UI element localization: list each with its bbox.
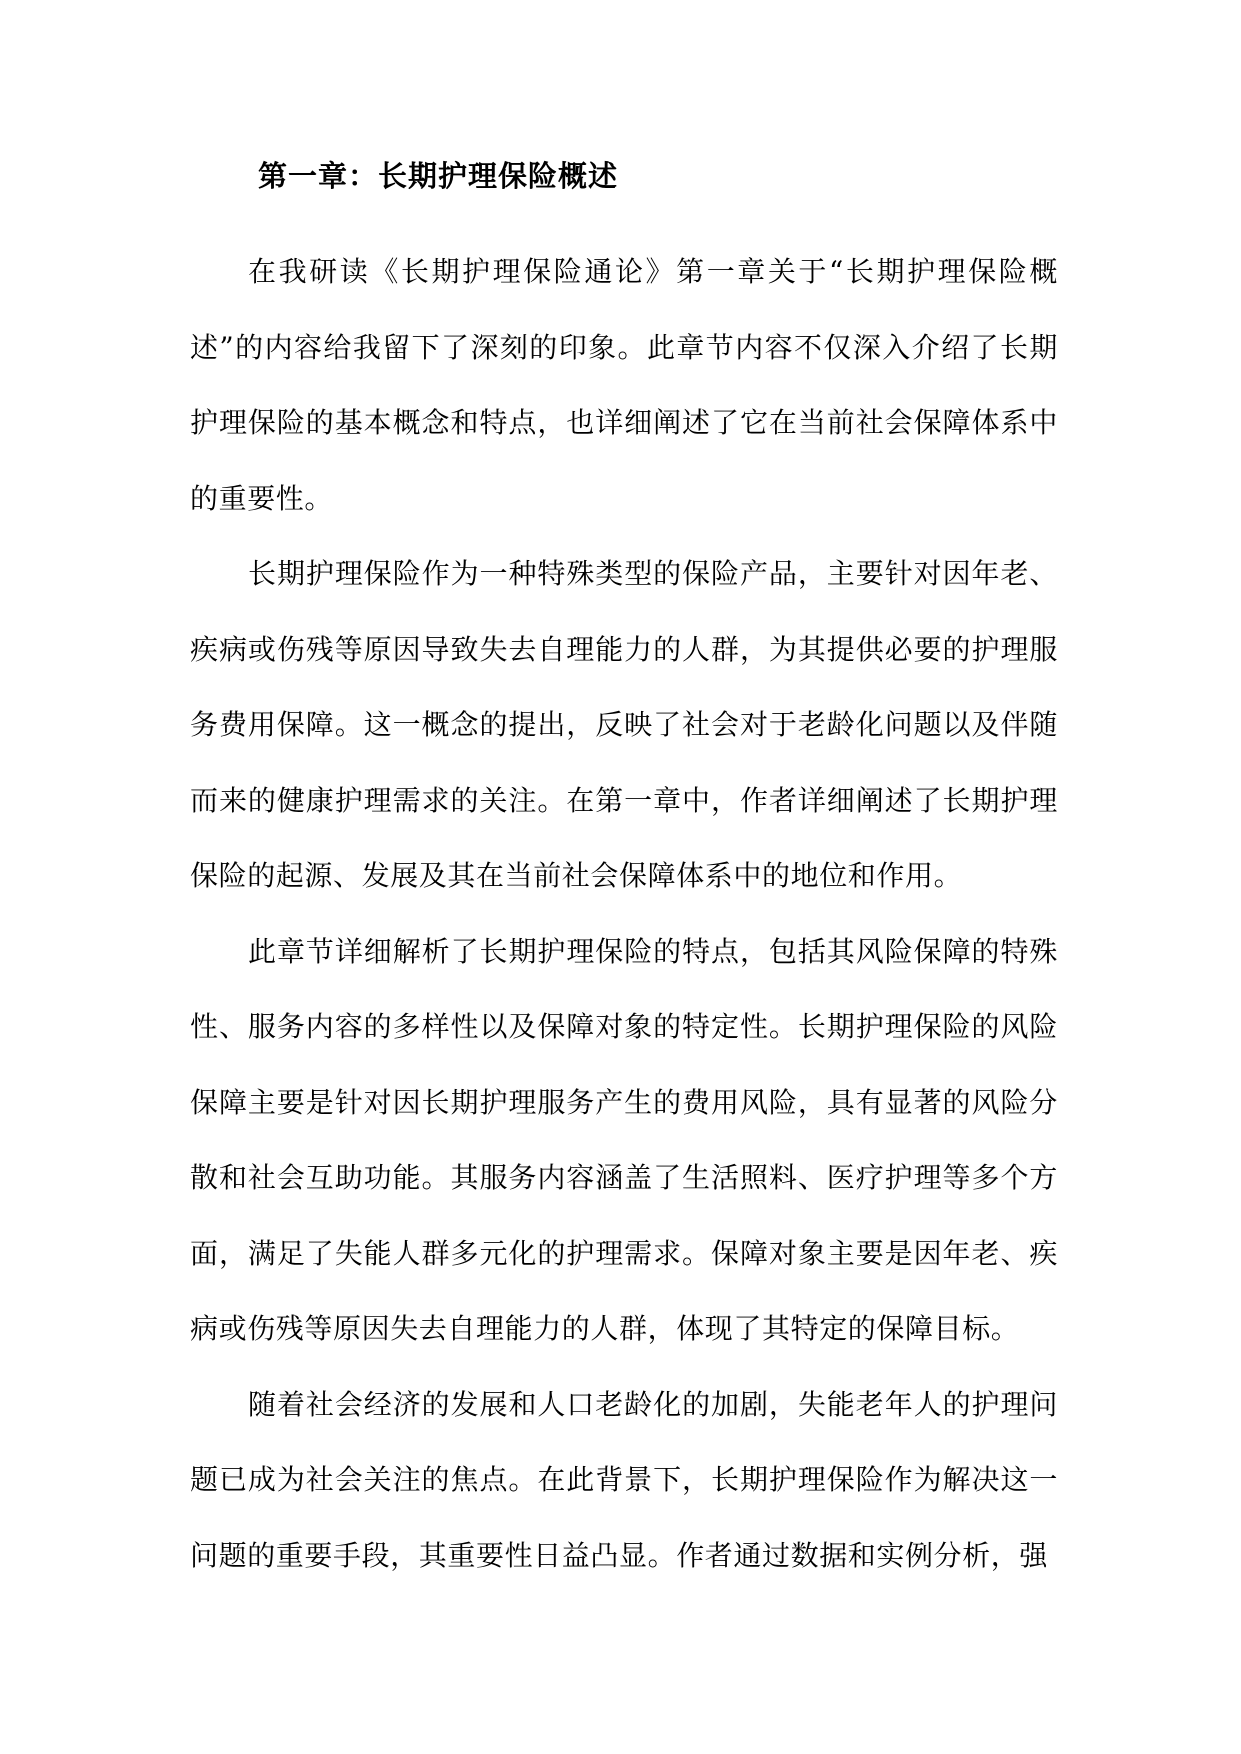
page-content [190,146,1058,1593]
paragraph-importance: 随着社会经济的发展和人口老龄化的加剧，失能老年人的护理问题已成为社会关注的焦点。在此背景下，长期护理保险作为解决这一问题的重要手段，其重要性日益凸显。作者通过数据和实例分析，强 [190,1387,1058,1572]
paragraph-intro: 在我研读《长期护理保险通论》第一章关于“长期护理保险概述”的内容给我留下了深刻的印象。此章节内容不仅深入介绍了长期护理保险的基本概念和特点，也详细阐述了它在当前社会保障体系中的重要性。 [190,255,1058,515]
paragraph-definition: 长期护理保险作为一种特殊类型的保险产品，主要针对因年老、疾病或伤残等原因导致失去自理能力的人群，为其提供必要的护理服务费用保障。这一概念的提出，反映了社会对于老龄化问题以及伴随而来的健康护理需求的关注。在第一章中，作者详细阐述了长期护理保险的起源、发展及其在当前社会保障体系中的地位和作用。 [190,557,1058,892]
chapter-title: 第一章：长期护理保险概述 [258,159,619,193]
paragraph-characteristics: 此章节详细解析了长期护理保险的特点，包括其风险保障的特殊性、服务内容的多样性以及保障对象的特定性。长期护理保险的风险保障主要是针对因长期护理服务产生的费用风险，具有显著的风险分散和社会互助功能。其服务内容涵盖了生活照料、医疗护理等多个方面，满足了失能人群多元化的护理需求。保障对象主要是因年老、疾病或伤残等原因失去自理能力的人群，体现了其特定的保障目标。 [190,934,1058,1345]
